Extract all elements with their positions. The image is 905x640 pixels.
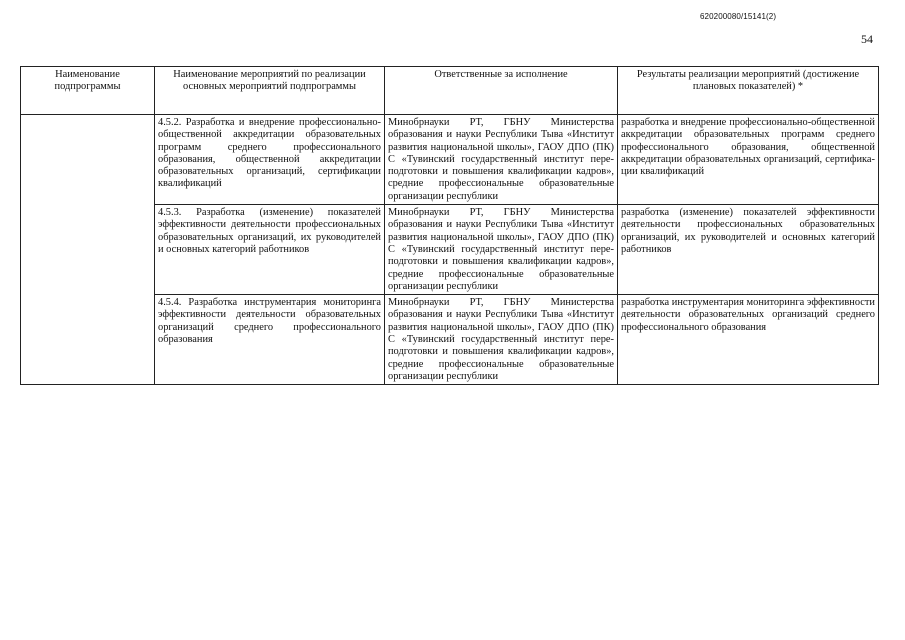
activity-cell: 4.5.3. Разработка (изменение) показателей эффективности деятельности профессиональных образовательных организаций, их руководителей и основных категорий работников xyxy=(155,205,385,295)
responsible-cell: Минобрнауки РТ, ГБНУ Министерства образования и науки Республики Тыва «Институт развития национальной школы», ГАОУ ДПО (ПК) С «Тувинский государственный институт переподготовки и повышения квалификации кадров», средние профессиональные образовательные организации республики xyxy=(385,115,618,205)
activities-table xyxy=(20,66,879,385)
results-cell: разработка инструментария мониторинга эффективности деятельности образовательных организаций среднего профессионального образования xyxy=(618,295,879,385)
table-row xyxy=(21,115,879,205)
header-results: Результаты реализации мероприятий (достижение плановых показателей) * xyxy=(618,67,879,115)
activity-cell: 4.5.2. Разработка и внедрение профессионально-общественной аккредитации образовательных программ среднего профессионального образования, общественной аккредитации образовательных организаций, сертификации квалификаций xyxy=(155,115,385,205)
table-header-row xyxy=(21,67,879,115)
responsible-cell: Минобрнауки РТ, ГБНУ Министерства образования и науки Республики Тыва «Институт развития национальной школы», ГАОУ ДПО (ПК) С «Тувинский государственный институт переподготовки и повышения квалификации кадров», средние профессиональные образовательные организации республики xyxy=(385,295,618,385)
header-subprogram-name: Наименование подпрограммы xyxy=(21,67,155,115)
header-activity-name: Наименование мероприятий по реализации основных мероприятий подпрограммы xyxy=(155,67,385,115)
activity-cell: 4.5.4. Разработка инструментария мониторинга эффективности деятельности образовательных организаций среднего профессионального образования xyxy=(155,295,385,385)
subprogram-name-cell xyxy=(21,115,155,385)
responsible-cell: Минобрнауки РТ, ГБНУ Министерства образования и науки Республики Тыва «Институт развития национальной школы», ГАОУ ДПО (ПК) С «Тувинский государственный институт переподготовки и повышения квалификации кадров», средние профессиональные образовательные организации республики xyxy=(385,205,618,295)
header-responsible: Ответственные за исполнение xyxy=(385,67,618,115)
results-cell: разработка (изменение) показателей эффективности деятельности профессиональных образовательных организаций, их руководителей и основных категорий работников xyxy=(618,205,879,295)
results-cell: разработка и внедрение профессионально-общественной аккредитации образовательных программ среднего профессионального образования, общественной аккредитации образовательных организаций, сертификации квалификаций xyxy=(618,115,879,205)
document-code: 620200080/15141(2) xyxy=(700,12,777,21)
page-number: 54 xyxy=(861,32,873,46)
